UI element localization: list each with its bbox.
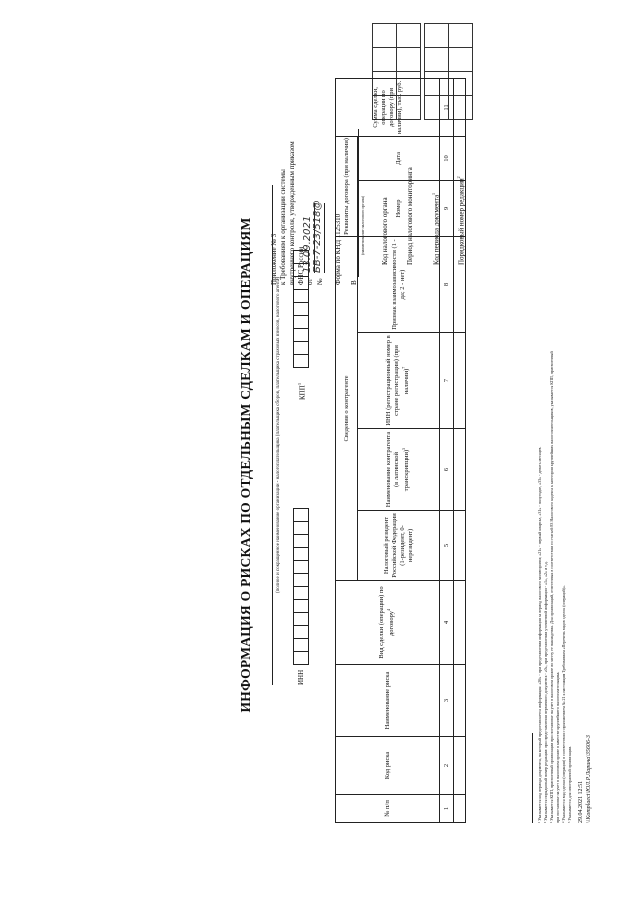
col-header-inn-foreign: ИНН (регистрационный номер в стране регистрации) (при наличии)$^7$ [358, 333, 440, 429]
col-header-risk-name: Наименование риска [336, 665, 440, 737]
number-line [324, 203, 325, 273]
table-row-empty [454, 78, 466, 822]
col-number-cell: 5 [440, 511, 454, 581]
field-period-code: Код периода документа$^1$ [431, 192, 441, 265]
footnote-2: ² Указывается порядковый номер редакции: при представлении первичного документа - «0», при представлении уточненной информации - «1», «2» и т.д. [543, 561, 548, 823]
col-number-cell: 9 [440, 180, 454, 236]
footnote-1: ¹ Указывается код периода документа, на который предоставляется информация: «26» - при представлении информации за период налогового мониторинга; «21» - первый квартал, «31» - полугодие, «33» - девять месяцев. [537, 446, 542, 823]
authority-hint: (наименование налогового органа) [360, 195, 365, 255]
inn-label: ИНН [297, 669, 305, 685]
table-row-column-numbers [440, 78, 454, 822]
appendix-line-3: внутреннего контроля, утвержденным приказом [288, 141, 296, 285]
kpp-cells [293, 251, 309, 368]
col-header-deal-amount: Сумма сделки, операции по договору (при наличии), тыс. руб. [336, 78, 440, 136]
to-label: В [350, 280, 358, 285]
group-header-counterparty: Сведения о контрагенте [336, 236, 358, 580]
col-number-cell: 1 [440, 795, 454, 823]
col-number-cell: 10 [440, 136, 454, 180]
col-header-contract-number: Номер [358, 180, 440, 236]
field-revision-number: Порядковый номер редакции$^2$ [456, 176, 466, 265]
handwritten-date: 13.09.2021 [302, 215, 313, 273]
document-timestamp: 29.04.2021 12:51 [578, 780, 584, 823]
col-number-cell: 6 [440, 429, 454, 511]
document-path: \\Komplaect\ЮЛ.Р.Ларина\35606-3 [586, 735, 592, 823]
col-header-tax-resident: Налоговый резидент Российской Федерации (1-резидент, 0-нерезидент) [358, 511, 440, 581]
col-number-cell: 7 [440, 333, 454, 429]
col-number-cell: 11 [440, 78, 454, 136]
knd-form-label: Форма по КНД 1125310 [334, 213, 342, 285]
organization-line [272, 185, 273, 685]
number-label: № [316, 278, 324, 285]
field-monitoring-period: Период налогового мониторинга [406, 167, 414, 265]
handwritten-number: БВ-7-23/518@ [312, 200, 323, 273]
appendix-line-1: Приложение № 3 [270, 233, 278, 285]
risks-table [335, 78, 466, 823]
col-header-number: № п/п [336, 795, 440, 823]
col-header-risk-code: Код риска [336, 737, 440, 795]
inn-cells [293, 509, 309, 665]
col-header-counterparty-name: Наименование контрагента (в латинской транскрипции)$^5$ [358, 429, 440, 511]
footnote-5: ⁵ Указывается для иностранной организации. [567, 745, 572, 823]
appendix-line-2: к Требованиям к организации системы [279, 169, 287, 285]
appendix-line-4: ФНС России [297, 246, 305, 285]
page-title: ИНФОРМАЦИЯ О РИСКАХ ПО ОТДЕЛЬНЫМ СДЕЛКАМ И ОПЕРАЦИЯМ [238, 217, 253, 713]
organization-hint: (полное и сокращенное наименование организации - налогоплательщика (плательщика сборов, плательщика страховых взносов, налогового агента) [276, 276, 281, 594]
footnote-3: ³ Указывается КПП, присвоенный организации при постановке на учет в налоговом органе по месту ее нахождения. Для организаций, отнесенных в соответствии со статьей 83 Налогового кодекса к категории крупнейших налогоплательщиков, указывается КПП, присвоенный [549, 351, 554, 823]
footnote-4: ⁴ Указывается вид сделки (операции) в соответствии с приложением № 21 к настоящим Требованиям «Перечень видов сделок (операций)». [561, 585, 566, 823]
from-label: от [306, 278, 314, 285]
col-header-contract-date: Дата [358, 136, 440, 180]
col-header-interdependence: Признак взаимозависимости (1 - да; 2 - нет) [358, 236, 440, 332]
footnote-separator [532, 733, 533, 823]
col-number-cell: 3 [440, 665, 454, 737]
col-header-deal-type: Вид сделки (операции) по договору$^4$ [336, 581, 440, 665]
field-tax-authority-code: Код налогового органа [381, 197, 389, 265]
col-number-cell: 4 [440, 581, 454, 665]
col-number-cell: 8 [440, 236, 454, 332]
group-header-contract: Реквизиты договора (при наличии) [336, 136, 358, 236]
col-number-cell: 2 [440, 737, 454, 795]
footnote-3-cont: при постановке на учет в налоговом органе в качестве крупнейшего налогоплательщика. [555, 671, 560, 823]
kpp-label: КПП$^3$ [297, 383, 307, 400]
